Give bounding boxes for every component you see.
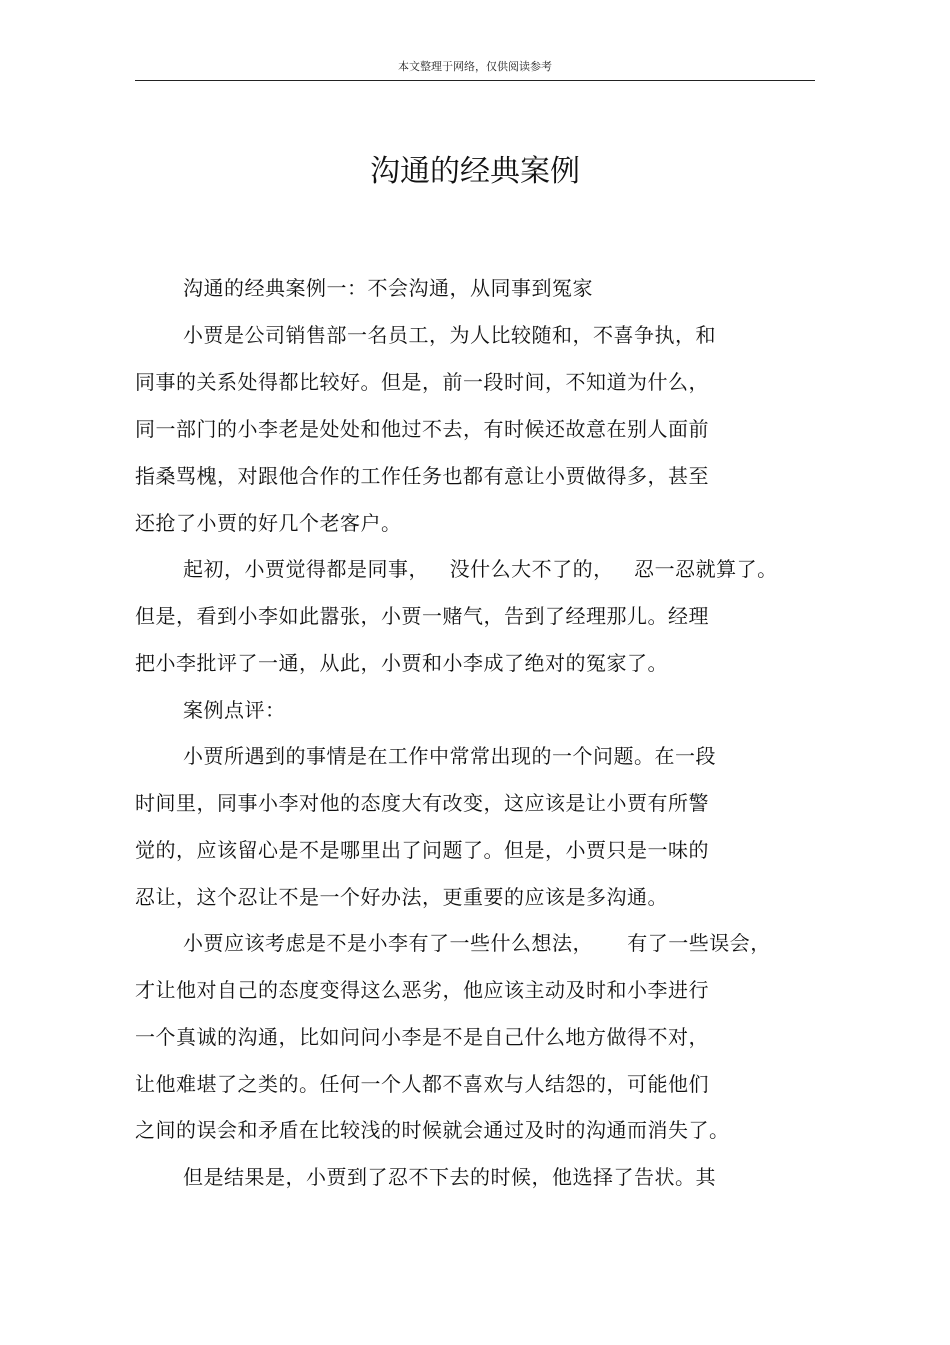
section-heading: 沟通的经典案例一：不会沟通，从同事到冤家 bbox=[183, 276, 593, 300]
body-line: 小贾所遇到的事情是在工作中常常出现的一个问题。在一段 bbox=[183, 744, 716, 768]
body-line: 把小李批评了一通，从此，小贾和小李成了绝对的冤家了。 bbox=[135, 651, 668, 675]
body-line: 让他难堪了之类的。任何一个人都不喜欢与人结怨的，可能他们 bbox=[135, 1072, 709, 1096]
body-line: 之间的误会和矛盾在比较浅的时候就会通过及时的沟通而消失了。 bbox=[135, 1118, 730, 1142]
body-line: 觉的，应该留心是不是哪里出了问题了。但是，小贾只是一味的 bbox=[135, 838, 709, 862]
section-label: 案例点评： bbox=[183, 698, 286, 722]
body-line: 一个真诚的沟通，比如问问小李是不是自己什么地方做得不对， bbox=[135, 1025, 709, 1049]
body-line: 时间里，同事小李对他的态度大有改变，这应该是让小贾有所警 bbox=[135, 791, 709, 815]
body-line: 才让他对自己的态度变得这么恶劣，他应该主动及时和小李进行 bbox=[135, 978, 709, 1002]
document-title: 沟通的经典案例 bbox=[370, 154, 580, 189]
body-line: 起初，小贾觉得都是同事， 没什么大不了的， 忍一忍就算了。 bbox=[183, 557, 778, 581]
body-line: 指桑骂槐，对跟他合作的工作任务也都有意让小贾做得多，甚至 bbox=[135, 464, 709, 488]
body-line: 小贾是公司销售部一名员工，为人比较随和，不喜争执，和 bbox=[183, 323, 716, 347]
header-note: 本文整理于网络，仅供阅读参考 bbox=[398, 60, 552, 73]
body-line: 但是结果是，小贾到了忍不下去的时候，他选择了告状。其 bbox=[183, 1165, 716, 1189]
body-line: 小贾应该考虑是不是小李有了一些什么想法， 有了一些误会， bbox=[183, 931, 771, 955]
body-line: 但是，看到小李如此嚣张，小贾一赌气，告到了经理那儿。经理 bbox=[135, 604, 709, 628]
header-divider bbox=[135, 80, 815, 81]
body-line: 同一部门的小李老是处处和他过不去，有时候还故意在别人面前 bbox=[135, 417, 709, 441]
body-line: 还抢了小贾的好几个老客户。 bbox=[135, 511, 402, 535]
body-line: 忍让，这个忍让不是一个好办法，更重要的应该是多沟通。 bbox=[135, 885, 668, 909]
body-line: 同事的关系处得都比较好。但是，前一段时间，不知道为什么， bbox=[135, 370, 709, 394]
